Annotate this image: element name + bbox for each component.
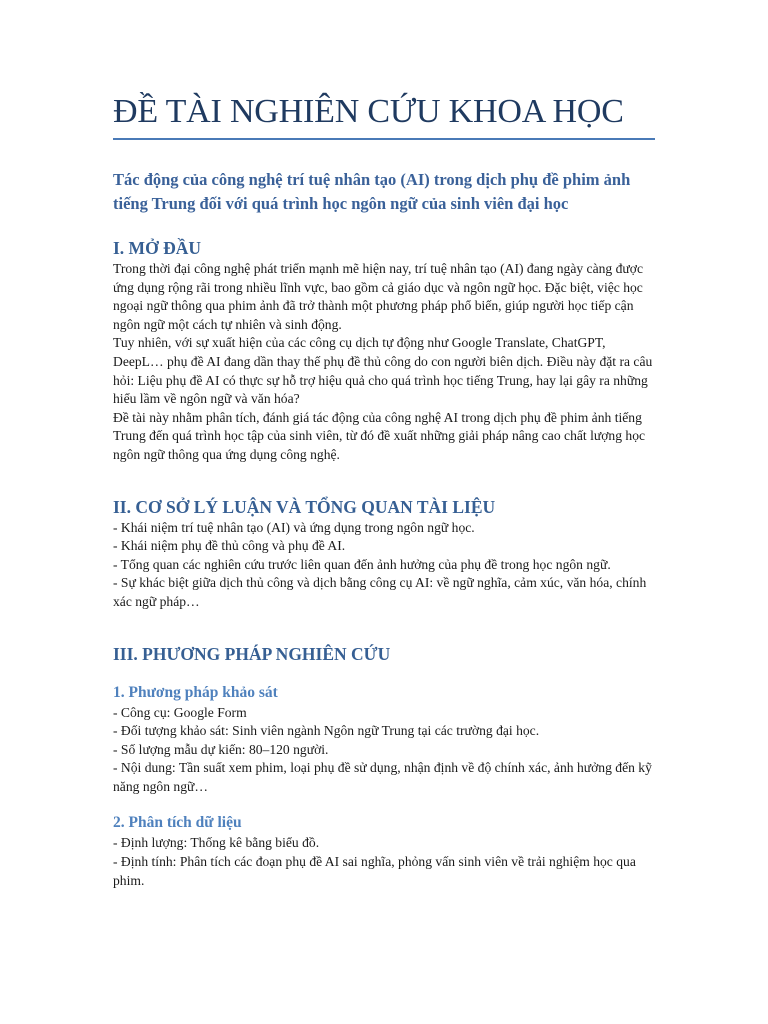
theory-list — [113, 519, 655, 612]
list-item: - Sự khác biệt giữa dịch thủ công và dịch bằng công cụ AI: về ngữ nghĩa, cảm xúc, văn hóa, chính xác ngữ pháp… — [113, 575, 647, 609]
list-item: - Công cụ: Google Form — [113, 704, 247, 720]
list-item: - Số lượng mẫu dự kiến: 80–120 người. — [113, 741, 329, 757]
intro-paragraph: Tuy nhiên, với sự xuất hiện của các công cụ dịch tự động như Google Translate, ChatGPT, DeepL… phụ đề AI đang dần thay thế phụ đề thủ công do con người biên dịch. Điều này đặt ra câu hỏi: Liệu phụ đề AI có thực sự hỗ trợ hiệu quả cho quá trình học tiếng Trung, hay lại gây ra những hiểu lầm về ngôn ngữ và văn hóa? — [113, 335, 653, 407]
list-item: - Định lượng: Thống kê bằng biểu đồ. — [113, 835, 320, 851]
document-title: ĐỀ TÀI NGHIÊN CỨU KHOA HỌC — [113, 90, 655, 140]
section-intro — [113, 236, 655, 465]
section-heading-methods: III. PHƯƠNG PHÁP NGHIÊN CỨU — [113, 643, 391, 664]
document-subtitle: Tác động của công nghệ trí tuệ nhân tạo (AI) trong dịch phụ đề phim ảnh tiếng Trung đối với quá trình học ngôn ngữ của sinh viên đại học — [113, 170, 631, 213]
section-theory — [113, 495, 655, 612]
document-page — [113, 90, 655, 890]
intro-paragraph: Trong thời đại công nghệ phát triển mạnh mẽ hiện nay, trí tuệ nhân tạo (AI) đang ngày càng được ứng dụng rộng rãi trong nhiều lĩnh vực, bao gồm cả giáo dục và ngôn ngữ học. Đặc biệt, việc học ngoại ngữ thông qua phim ảnh đã trở thành một phương pháp phổ biến, giúp người học tiếp cận ngôn ngữ một cách tự nhiên và sinh động. — [113, 261, 643, 332]
intro-paragraph: Đề tài này nhằm phân tích, đánh giá tác động của công nghệ AI trong dịch phụ đề phim ảnh tiếng Trung đến quá trình học tập của sinh viên, từ đó đề xuất những giải pháp nâng cao chất lượng học ngôn ngữ thông qua ứng dụng công nghệ. — [113, 409, 646, 462]
survey-list — [113, 704, 655, 797]
subsection-heading-analysis: 2. Phân tích dữ liệu — [113, 814, 242, 832]
analysis-list — [113, 834, 655, 890]
section-heading-theory: II. CƠ SỞ LÝ LUẬN VÀ TỔNG QUAN TÀI LIỆU — [113, 496, 496, 517]
list-item: - Khái niệm trí tuệ nhân tạo (AI) và ứng dụng trong ngôn ngữ học. — [113, 519, 475, 535]
list-item: - Tổng quan các nghiên cứu trước liên quan đến ảnh hưởng của phụ đề trong học ngôn ngữ. — [113, 556, 611, 572]
section-methods — [113, 642, 655, 891]
list-item: - Đối tượng khảo sát: Sinh viên ngành Ngôn ngữ Trung tại các trường đại học. — [113, 723, 540, 739]
list-item: - Khái niệm phụ đề thủ công và phụ đề AI. — [113, 538, 346, 554]
list-item: - Nội dung: Tần suất xem phim, loại phụ đề sử dụng, nhận định về độ chính xác, ảnh hưởng đến kỹ năng ngôn ngữ… — [113, 760, 652, 794]
section-heading-intro: I. MỞ ĐẦU — [113, 238, 201, 258]
subsection-heading-survey: 1. Phương pháp khảo sát — [113, 683, 278, 701]
list-item: - Định tính: Phân tích các đoạn phụ đề AI sai nghĩa, phỏng vấn sinh viên về trải nghiệm học qua phim. — [113, 854, 636, 888]
